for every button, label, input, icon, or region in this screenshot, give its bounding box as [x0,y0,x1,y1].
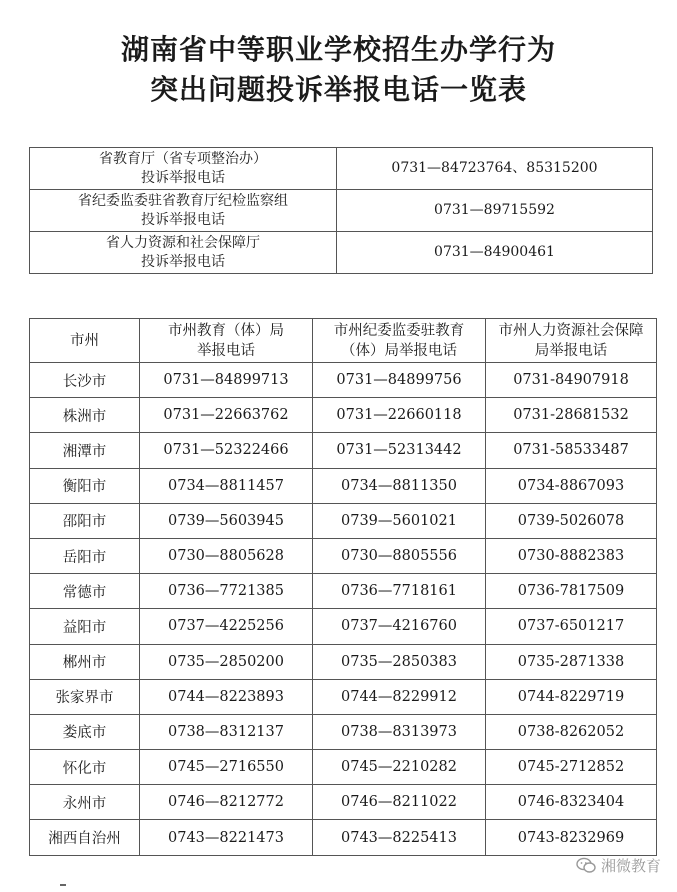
provincial-label-line2: 投诉举报电话 [141,211,225,228]
header-discipline-line1: 市州纪委监委驻教育 [333,322,465,339]
discipline-phone: 0730—8805556 [313,538,486,573]
provincial-phone: 0731—84900461 [337,232,653,274]
hr-phone: 0745-2712852 [486,750,657,785]
edu-phone: 0745—2716550 [140,750,313,785]
header-edu-line1: 市州教育（体）局 [168,322,284,339]
table-row [30,679,657,714]
hr-phone: 0736-7817509 [486,574,657,609]
discipline-phone: 0745—2210282 [313,750,486,785]
provincial-label [30,232,337,274]
provincial-phone: 0731—84723764、85315200 [337,148,653,190]
hr-phone: 0730-8882383 [486,538,657,573]
discipline-phone: 0731—84899756 [313,363,486,398]
city-hotline-table [29,318,657,856]
hr-phone: 0735-2871338 [486,644,657,679]
table-row [30,644,657,679]
discipline-phone: 0731—22660118 [313,398,486,433]
edu-phone: 0731—52322466 [140,433,313,468]
header-edu [140,319,313,363]
table-header-row [30,319,657,363]
hr-phone: 0734-8867093 [486,468,657,503]
city-name: 常德市 [30,574,140,609]
city-name: 娄底市 [30,714,140,749]
discipline-phone: 0746—8211022 [313,785,486,820]
hr-phone: 0739-5026078 [486,503,657,538]
hr-phone: 0744-8229719 [486,679,657,714]
discipline-phone: 0744—8229912 [313,679,486,714]
hr-phone: 0738-8262052 [486,714,657,749]
provincial-label-line1: 省人力资源和社会保障厅 [106,234,260,251]
city-name: 衡阳市 [30,468,140,503]
edu-phone: 0737—4225256 [140,609,313,644]
provincial-hotline-table [29,147,653,274]
table-row [30,538,657,573]
edu-phone: 0738—8312137 [140,714,313,749]
provincial-label-line2: 投诉举报电话 [141,169,225,186]
wechat-icon [576,857,596,874]
table-row [30,363,657,398]
header-hr-line2: 局举报电话 [534,342,608,359]
header-city-label: 市州 [70,332,99,349]
edu-phone: 0739—5603945 [140,503,313,538]
edu-phone: 0744—8223893 [140,679,313,714]
header-hr-line1: 市州人力资源社会保障 [498,322,644,339]
hr-phone: 0743-8232969 [486,820,657,855]
discipline-phone: 0738—8313973 [313,714,486,749]
edu-phone: 0735—2850200 [140,644,313,679]
hr-phone: 0731-84907918 [486,363,657,398]
city-name: 怀化市 [30,750,140,785]
hr-phone: 0746-8323404 [486,785,657,820]
header-discipline [313,319,486,363]
discipline-phone: 0739—5601021 [313,503,486,538]
city-name: 永州市 [30,785,140,820]
city-name: 郴州市 [30,644,140,679]
city-name: 长沙市 [30,363,140,398]
title-line-1: 湖南省中等职业学校招生办学行为 [120,33,556,66]
discipline-phone: 0737—4216760 [313,609,486,644]
discipline-phone: 0735—2850383 [313,644,486,679]
edu-phone: 0730—8805628 [140,538,313,573]
table-row [30,574,657,609]
header-edu-line2: 举报电话 [197,342,255,359]
table-row [30,398,657,433]
hr-phone: 0737-6501217 [486,609,657,644]
city-name: 岳阳市 [30,538,140,573]
city-name: 株洲市 [30,398,140,433]
provincial-label [30,190,337,232]
discipline-phone: 0743—8225413 [313,820,486,855]
provincial-row [30,232,653,274]
watermark-text: 湘微教育 [600,857,661,875]
table-row [30,820,657,855]
provincial-label-line2: 投诉举报电话 [141,253,225,270]
edu-phone: 0746—8212772 [140,785,313,820]
table-row [30,433,657,468]
header-discipline-line2: （体）局举报电话 [341,342,457,359]
edu-phone: 0734—8811457 [140,468,313,503]
city-name: 益阳市 [30,609,140,644]
title-line-2: 突出问题投诉举报电话一览表 [149,73,527,106]
city-name: 湘潭市 [30,433,140,468]
header-city [30,319,140,363]
city-name: 张家界市 [30,679,140,714]
header-hr [486,319,657,363]
table-row [30,750,657,785]
hr-phone: 0731-58533487 [486,433,657,468]
provincial-phone: 0731—89715592 [337,190,653,232]
page-title [0,30,677,110]
edu-phone: 0736—7721385 [140,574,313,609]
table-row [30,785,657,820]
discipline-phone: 0734—8811350 [313,468,486,503]
provincial-row [30,190,653,232]
watermark [576,855,661,876]
edu-phone: 0743—8221473 [140,820,313,855]
table-row [30,609,657,644]
provincial-row [30,148,653,190]
edu-phone: 0731—22663762 [140,398,313,433]
edu-phone: 0731—84899713 [140,363,313,398]
city-name: 湘西自治州 [30,820,140,855]
table-row [30,468,657,503]
provincial-label-line1: 省教育厅（省专项整治办） [99,150,267,167]
table-row [30,503,657,538]
table-row [30,714,657,749]
provincial-label [30,148,337,190]
city-name: 邵阳市 [30,503,140,538]
hr-phone: 0731-28681532 [486,398,657,433]
discipline-phone: 0736—7718161 [313,574,486,609]
provincial-label-line1: 省纪委监委驻省教育厅纪检监察组 [78,192,288,209]
discipline-phone: 0731—52313442 [313,433,486,468]
page-mark [60,884,66,886]
